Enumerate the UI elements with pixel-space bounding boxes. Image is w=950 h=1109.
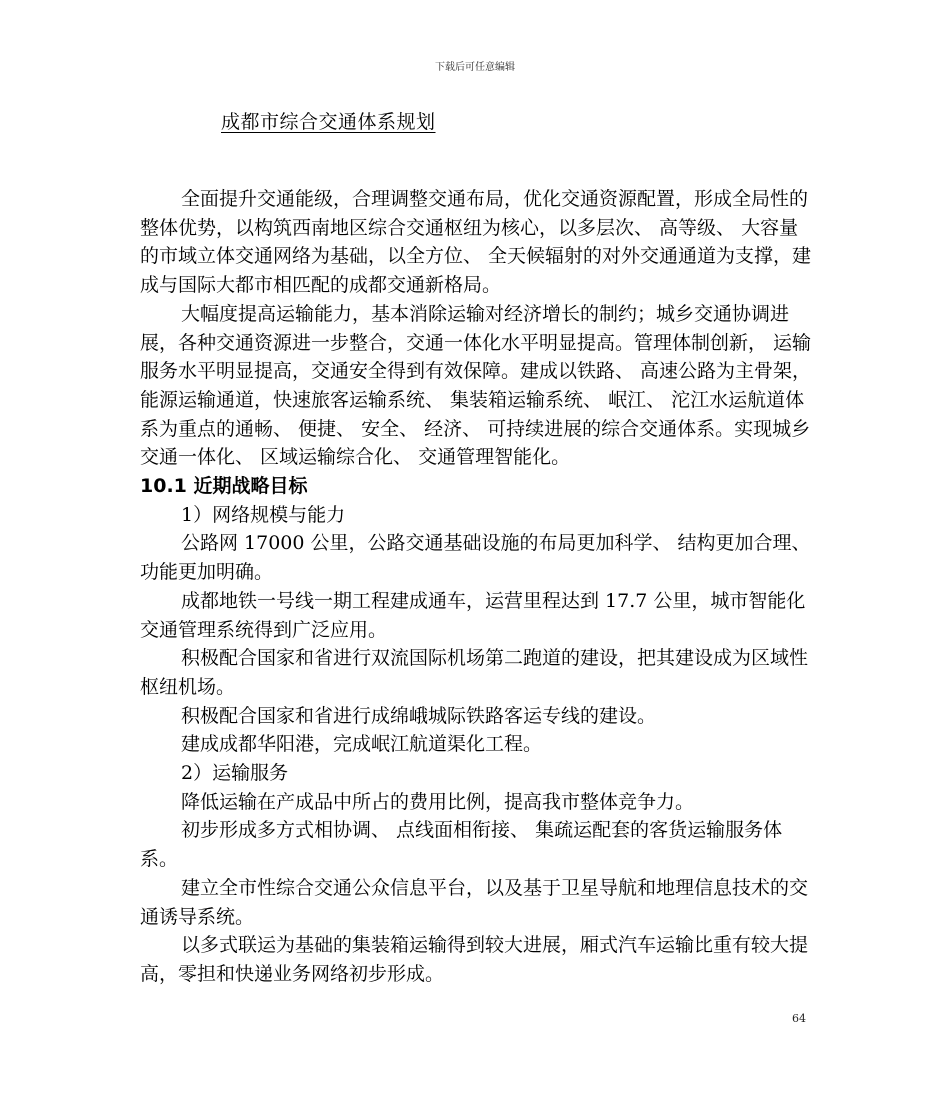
paragraph: 建立全市性综合交通公众信息平台，以及基于卫星导航和地理信息技术的交通诱导系统。 — [140, 876, 809, 928]
paragraph: 降低运输在产成品中所占的费用比例，提高我市整体竞争力。 — [181, 790, 695, 813]
paragraph: 公路网 17000 公里，公路交通基础设施的布局更加科学、 结构更加合理、 功能更加明确。 — [140, 532, 811, 584]
page-number: 64 — [792, 1012, 806, 1025]
paragraph: 建成成都华阳港，完成岷江航道渠化工程。 — [181, 733, 543, 756]
paragraph: 初步形成多方式相协调、 点线面相衔接、 集疏运配套的客货运输服务体系。 — [140, 819, 783, 871]
section-heading: 10.1 近期战略目标 — [140, 475, 308, 498]
document-body — [140, 185, 816, 989]
paragraph: 成都地铁一号线一期工程建成通车，运营里程达到 17.7 公里，城市智能化交通管理系统得到广泛应用。 — [140, 589, 806, 641]
paragraph: 全面提升交通能级，合理调整交通布局，优化交通资源配置，形成全局性的整体优势，以构筑西南地区综合交通枢纽为核心，以多层次、 高等级、 大容量的市域立体交通网络为基础，以全方位、 全天候辐射的对外交通通道为支撑，建成与国际大都市相匹配的成都交通新格局。 — [140, 188, 812, 297]
paragraph: 大幅度提高运输能力，基本消除运输对经济增长的制约；城乡交通协调进展，各种交通资源进一步整合，交通一体化水平明显提高。管理体制创新， 运输服务水平明显提高，交通安全得到有效保障。建成以铁路、 高速公路为主骨架，能源运输通道，快速旅客运输系统、 集装箱运输系统、 岷江、 沱江水运航道体系为重点的通畅、 便捷、 安全、 经济、 可持续进展的综合交通体系。实现城乡交通一体化、 区域运输综合化、 交通管理智能化。 — [140, 302, 812, 469]
header-note: 下载后可任意编辑 — [435, 62, 515, 73]
paragraph: 积极配合国家和省进行双流国际机场第二跑道的建设，把其建设成为区域性枢纽机场。 — [140, 647, 809, 698]
paragraph: 积极配合国家和省进行成绵峨城际铁路客运专线的建设。 — [181, 704, 657, 727]
document-title: 成都市综合交通体系规划 — [221, 111, 436, 133]
list-item: 1）网络规模与能力 — [181, 503, 346, 526]
paragraph: 以多式联运为基础的集装箱运输得到较大进展，厢式汽车运输比重有较大提高，零担和快递业务网络初步形成。 — [140, 934, 809, 985]
list-item: 2）运输服务 — [181, 762, 289, 785]
